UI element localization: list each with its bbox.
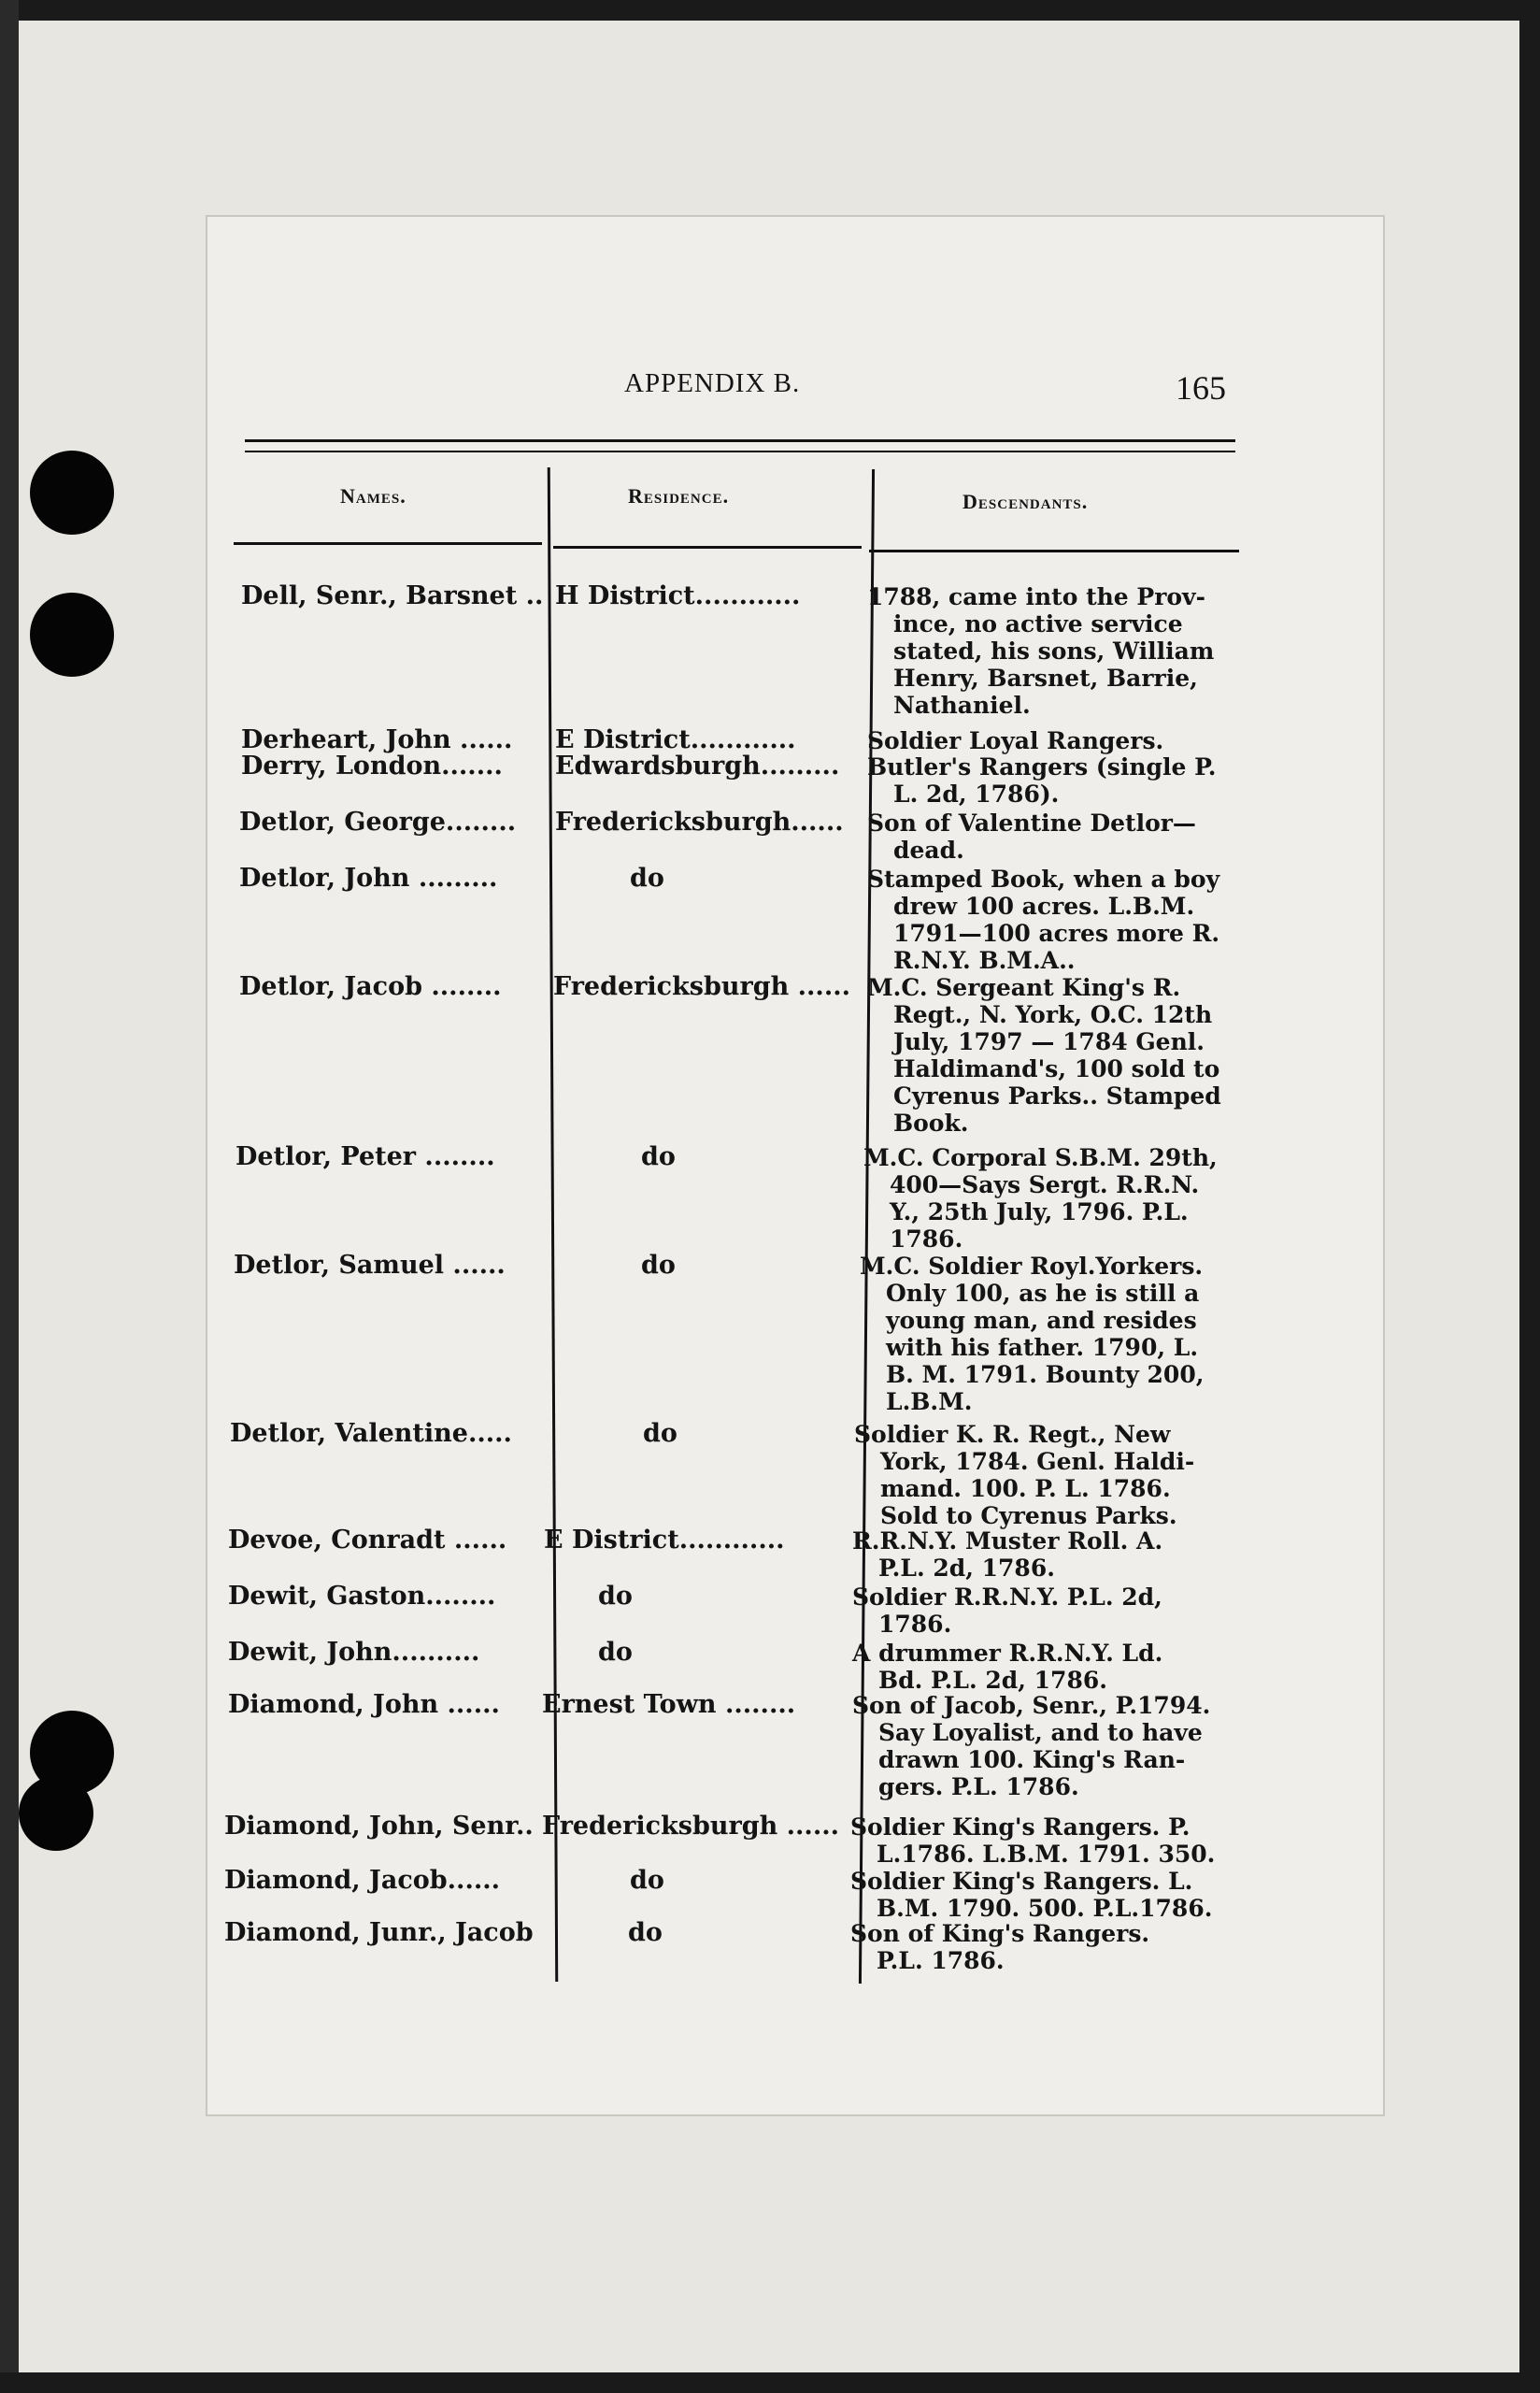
entry-residence: E District............	[555, 725, 796, 754]
entry-name: Devoe, Conradt ......	[228, 1526, 507, 1555]
descendants-line: York, 1784. Genl. Haldi-	[880, 1448, 1195, 1475]
descendants-line: Regt., N. York, O.C. 12th	[893, 1001, 1213, 1028]
entry-residence: do	[598, 1638, 633, 1667]
entry-name: Dewit, Gaston........	[228, 1582, 496, 1611]
descendants-line: young man, and resides	[886, 1307, 1197, 1334]
punch-hole	[19, 1776, 93, 1851]
entry-name: Detlor, Valentine.....	[230, 1419, 512, 1448]
column-rule	[869, 550, 1239, 552]
descendants-line: L.B.M.	[886, 1388, 973, 1415]
descendants-line: R.N.Y. B.M.A..	[893, 947, 1076, 974]
descendants-line: P.L. 2d, 1786.	[878, 1555, 1055, 1582]
entry-descendants	[854, 1421, 1194, 1529]
descendants-line: Book.	[893, 1110, 969, 1137]
entry-descendants	[867, 974, 1221, 1137]
entry-descendants	[860, 1253, 1204, 1415]
column-header-names: Names.	[340, 484, 406, 508]
descendants-line: M.C. Sergeant King's R.	[867, 974, 1181, 1001]
entry-descendants	[867, 753, 1216, 808]
descendants-line: Henry, Barsnet, Barrie,	[893, 665, 1198, 692]
descendants-line: Soldier King's Rangers. P.	[850, 1813, 1191, 1841]
entry-name: Detlor, Jacob ........	[239, 972, 502, 1001]
descendants-line: July, 1797 — 1784 Genl.	[893, 1028, 1205, 1055]
entry-name: Derheart, John ......	[241, 725, 513, 754]
descendants-line: Soldier K. R. Regt., New	[854, 1421, 1171, 1448]
punch-hole	[30, 593, 114, 677]
descendants-line: 1788, came into the Prov-	[867, 583, 1205, 610]
descendants-line: ince, no active service	[893, 610, 1183, 638]
descendants-line: L. 2d, 1786).	[893, 781, 1060, 808]
entry-residence: do	[628, 1918, 663, 1947]
entry-name: Detlor, George........	[239, 808, 517, 837]
descendants-line: Soldier R.R.N.Y. P.L. 2d,	[852, 1583, 1162, 1611]
scan-edge-top	[0, 0, 1540, 21]
entry-name: Derry, London.......	[241, 752, 503, 781]
entry-name: Detlor, Peter ........	[235, 1142, 495, 1171]
descendants-line: Butler's Rangers (single P.	[867, 753, 1217, 781]
descendants-line: Bd. P.L. 2d, 1786.	[878, 1667, 1107, 1694]
descendants-line: Soldier King's Rangers. L.	[850, 1868, 1193, 1895]
descendants-line: Son of King's Rangers.	[850, 1920, 1150, 1947]
descendants-line: Stamped Book, when a boy	[867, 866, 1220, 893]
page-number: 165	[1176, 369, 1226, 407]
punch-hole	[30, 451, 114, 535]
entry-name: Detlor, John .........	[239, 864, 498, 893]
entry-descendants	[867, 866, 1219, 974]
entry-name: Dewit, John..........	[228, 1638, 480, 1667]
entry-residence: Fredericksburgh ......	[553, 972, 851, 1001]
descendants-line: B.M. 1790. 500. P.L.1786.	[877, 1895, 1213, 1922]
entry-descendants	[850, 1813, 1215, 1868]
entry-residence: Fredericksburgh......	[555, 808, 844, 837]
descendants-line: R.R.N.Y. Muster Roll. A.	[852, 1527, 1163, 1555]
descendants-line: Only 100, as he is still a	[886, 1280, 1200, 1307]
descendants-line: mand. 100. P. L. 1786.	[880, 1475, 1171, 1502]
column-rule	[553, 546, 862, 549]
entry-descendants	[867, 810, 1196, 864]
entry-name: Dell, Senr., Barsnet ..	[241, 581, 544, 610]
descendants-line: drawn 100. King's Ran-	[878, 1746, 1186, 1773]
descendants-line: dead.	[893, 837, 964, 864]
entry-descendants	[867, 583, 1214, 719]
descendants-line: Cyrenus Parks.. Stamped	[893, 1082, 1221, 1110]
entry-residence: do	[598, 1582, 633, 1611]
descendants-line: drew 100 acres. L.B.M.	[893, 893, 1195, 920]
descendants-line: Soldier Loyal Rangers.	[867, 727, 1164, 754]
descendants-line: B. M. 1791. Bounty 200,	[886, 1361, 1205, 1388]
entry-descendants	[850, 1920, 1149, 1974]
entry-name: Diamond, Jacob......	[224, 1866, 501, 1895]
descendants-line: Nathaniel.	[893, 692, 1031, 719]
scan-edge-left	[0, 0, 19, 2393]
entry-descendants	[852, 1583, 1162, 1638]
header-rule	[245, 451, 1235, 452]
entry-residence: Fredericksburgh ......	[542, 1812, 840, 1841]
descendants-line: 1786.	[878, 1611, 952, 1638]
descendants-line: gers. P.L. 1786.	[878, 1773, 1079, 1800]
entry-descendants	[863, 1144, 1218, 1253]
column-header-residence: Residence.	[628, 484, 730, 508]
descendants-line: Sold to Cyrenus Parks.	[880, 1502, 1177, 1529]
entry-residence: do	[641, 1251, 676, 1280]
entry-residence: do	[641, 1142, 676, 1171]
descendants-line: M.C. Soldier Royl.Yorkers.	[860, 1253, 1204, 1280]
descendants-line: P.L. 1786.	[877, 1947, 1005, 1974]
scan-edge-bottom	[0, 2372, 1540, 2393]
entry-descendants	[852, 1692, 1210, 1800]
entry-residence: Edwardsburgh.........	[555, 752, 840, 781]
entry-name: Diamond, John ......	[228, 1690, 500, 1719]
descendants-line: Haldimand's, 100 sold to	[893, 1055, 1220, 1082]
entry-residence: H District............	[555, 581, 801, 610]
entry-residence: do	[643, 1419, 677, 1448]
descendants-line: Son of Valentine Detlor—	[867, 810, 1196, 837]
column-header-descendants: Descendants.	[962, 490, 1089, 513]
entry-name: Detlor, Samuel ......	[234, 1251, 506, 1280]
column-rule	[234, 542, 542, 545]
entry-residence: do	[630, 864, 664, 893]
descendants-line: stated, his sons, William	[893, 638, 1215, 665]
entry-name: Diamond, Junr., Jacob	[224, 1918, 534, 1947]
entry-name: Diamond, John, Senr..	[224, 1812, 534, 1841]
header-rule	[245, 439, 1235, 442]
descendants-line: Son of Jacob, Senr., P.1794.	[852, 1692, 1211, 1719]
descendants-line: L.1786. L.B.M. 1791. 350.	[877, 1841, 1216, 1868]
entry-residence: do	[630, 1866, 664, 1895]
entry-residence: E District............	[544, 1526, 785, 1555]
scan-edge-right	[1519, 0, 1540, 2393]
descendants-line: Say Loyalist, and to have	[878, 1719, 1203, 1746]
descendants-line: M.C. Corporal S.B.M. 29th,	[863, 1144, 1218, 1171]
descendants-line: 1791—100 acres more R.	[893, 920, 1220, 947]
entry-descendants	[850, 1868, 1212, 1922]
entry-descendants	[867, 727, 1163, 754]
descendants-line: Y., 25th July, 1796. P.L.	[890, 1198, 1189, 1225]
entry-descendants	[852, 1640, 1162, 1694]
descendants-line: 1786.	[890, 1225, 963, 1253]
descendants-line: A drummer R.R.N.Y. Ld.	[852, 1640, 1163, 1667]
descendants-line: with his father. 1790, L.	[886, 1334, 1199, 1361]
descendants-line: 400—Says Sergt. R.R.N.	[890, 1171, 1200, 1198]
entry-descendants	[852, 1527, 1162, 1582]
running-title: APPENDIX B.	[624, 368, 801, 398]
entry-residence: Ernest Town ........	[542, 1690, 796, 1719]
